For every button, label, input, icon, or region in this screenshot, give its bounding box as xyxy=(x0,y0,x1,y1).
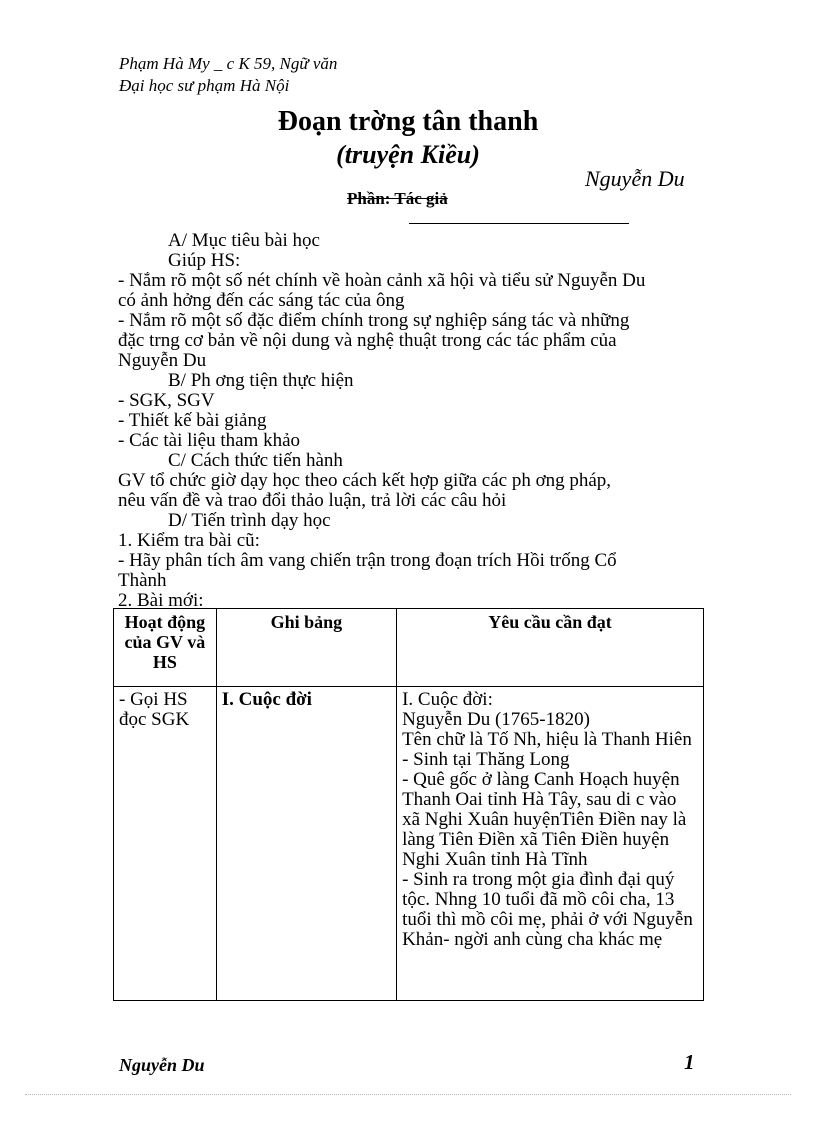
body-line: D/ Tiến trình dạy học xyxy=(168,510,331,531)
author-name: Nguyễn Du xyxy=(585,166,685,191)
body-line: C/ Cách thức tiến hành xyxy=(168,450,343,471)
body-line: - Các tài liệu tham khảo xyxy=(118,430,301,451)
body-line: - Thiết kế bài giảng xyxy=(118,410,267,431)
body-line: Giúp HS: xyxy=(168,250,241,271)
requirement-item: - Sinh tại Thăng Long xyxy=(402,749,570,770)
column-header-board: Ghi bảng xyxy=(216,609,396,687)
table-header-row xyxy=(114,609,704,687)
body-line: Nguyễn Du xyxy=(118,350,207,371)
activity-text: - Gọi HS đọc SGK xyxy=(119,689,190,730)
requirement-item: I. Cuộc đời: xyxy=(402,690,493,710)
page-number: 1 xyxy=(684,1050,695,1074)
lesson-plan-body xyxy=(118,231,708,611)
body-line: GV tổ chức giờ dạy học theo cách kết hợp giữa các ph ơng pháp, xyxy=(118,470,612,491)
cell-activity xyxy=(114,687,217,1001)
heading-underline xyxy=(409,223,629,224)
footer-author: Nguyễn Du xyxy=(119,1055,205,1075)
requirement-item: - Sinh ra trong một gia đình đại quý tộc. Nhng 10 tuổi đã mồ côi cha, 13 tuổi thì mồ côi mẹ, phải ở với Nguyễn Khản- ngời anh cùng cha khác mẹ xyxy=(402,869,693,950)
body-line: có ảnh hởng đến các sáng tác của ông xyxy=(118,290,405,311)
body-line: B/ Ph ơng tiện thực hiện xyxy=(168,370,354,391)
requirement-item: - Quê gốc ở làng Canh Hoạch huyện Thanh Oai tỉnh Hà Tây, sau di c vào xã Nghi Xuân huyệnTiên Điền nay là làng Tiên Điền xã Tiên Điền huyện Nghi Xuân tỉnh Hà Tĩnh xyxy=(402,769,687,870)
requirements-list xyxy=(402,690,698,997)
body-line: nêu vấn đề và trao đổi thảo luận, trả lời các câu hỏi xyxy=(118,490,507,511)
board-text: I. Cuộc đời xyxy=(221,689,312,710)
body-line: - SGK, SGV xyxy=(118,390,215,411)
header-university-line: Đại học sư phạm Hà Nội xyxy=(119,76,290,95)
requirement-item: Nguyễn Du (1765-1820) xyxy=(402,709,590,730)
lesson-table xyxy=(113,608,704,1001)
document-title: Đoạn trờng tân thanh xyxy=(277,106,539,137)
requirement-item: Tên chữ là Tố Nh, hiệu là Thanh Hiên xyxy=(402,729,692,750)
body-line: 2. Bài mới: xyxy=(118,590,204,611)
column-header-requirements: Yêu cầu cần đạt xyxy=(397,609,704,687)
section-part-heading: Phần: Tác giả xyxy=(347,189,448,208)
body-line: - Nắm rõ một số đặc điểm chính trong sự nghiệp sáng tác và những xyxy=(118,310,630,331)
document-subtitle: (truyện Kiều) xyxy=(336,140,480,169)
header-author-line: Phạm Hà My _ c K 59, Ngữ văn xyxy=(119,54,338,73)
footer-divider xyxy=(25,1094,791,1095)
body-line: Thành xyxy=(118,570,167,591)
cell-requirements xyxy=(397,687,704,1001)
body-line: 1. Kiểm tra bài cũ: xyxy=(118,530,260,551)
body-line: đặc trng cơ bản về nội dung và nghệ thuật trong các tác phẩm của xyxy=(118,330,617,351)
body-line: - Hãy phân tích âm vang chiến trận trong đoạn trích Hồi trống Cổ xyxy=(118,550,617,571)
body-line: A/ Mục tiêu bài học xyxy=(168,230,320,251)
table-row xyxy=(114,687,704,1001)
cell-board xyxy=(216,687,396,1001)
column-header-activity: Hoạt động của GV và HS xyxy=(114,609,217,687)
body-line: - Nắm rõ một số nét chính về hoàn cảnh xã hội và tiểu sử Nguyễn Du xyxy=(118,270,646,291)
